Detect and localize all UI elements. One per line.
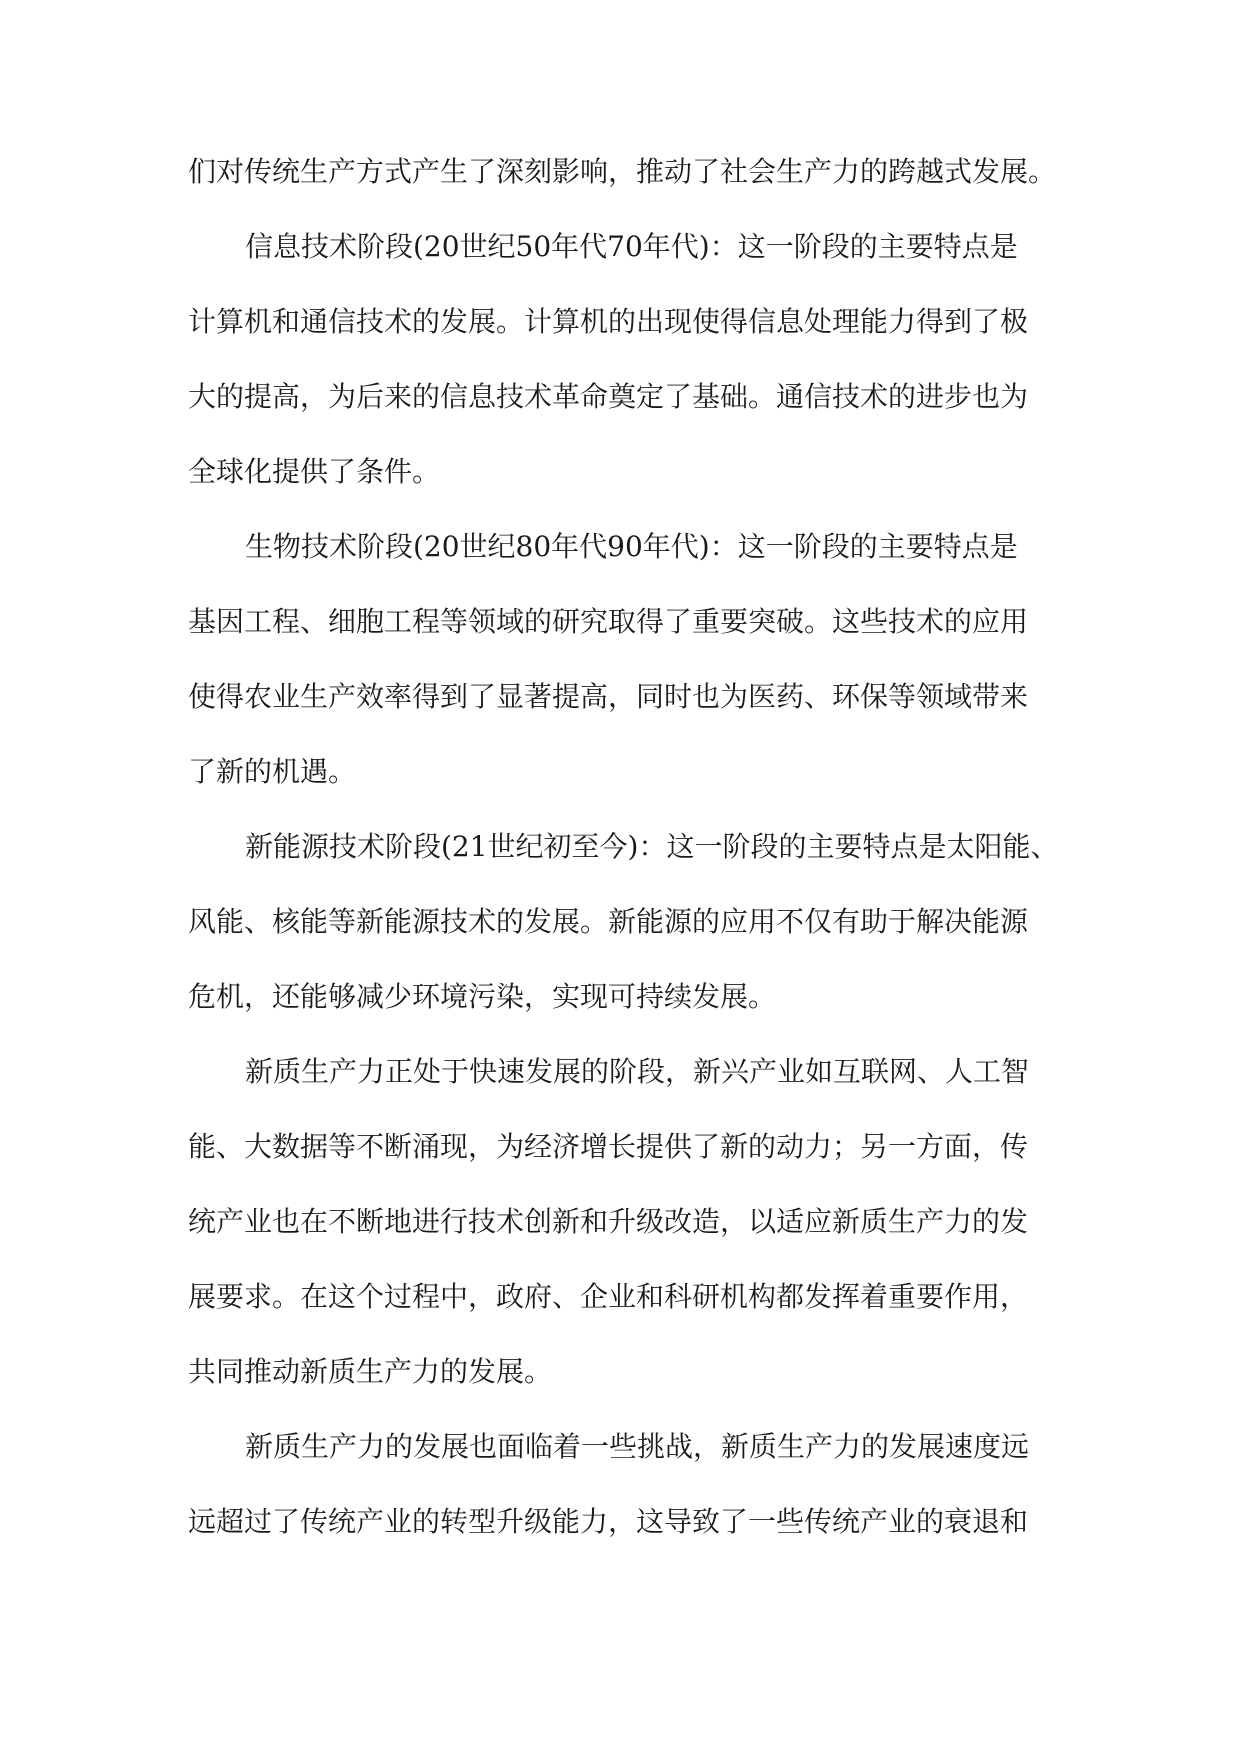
text-line: 新质生产力正处于快速发展的阶段，新兴产业如互联网、人工智 xyxy=(245,1055,1030,1088)
text-line: 计算机和通信技术的发展。计算机的出现使得信息处理能力得到了极 xyxy=(188,305,1029,338)
text-line: 危机，还能够减少环境污染，实现可持续发展。 xyxy=(188,980,777,1013)
text-line: 风能、核能等新能源技术的发展。新能源的应用不仅有助于解决能源 xyxy=(188,905,1029,938)
text-line: 新质生产力的发展也面临着一些挑战，新质生产力的发展速度远 xyxy=(245,1430,1030,1463)
text-line: 统产业也在不断地进行技术创新和升级改造，以适应新质生产力的发 xyxy=(188,1205,1029,1238)
text-line: 了新的机遇。 xyxy=(188,755,357,788)
text-line: 远超过了传统产业的转型升级能力，这导致了一些传统产业的衰退和 xyxy=(188,1505,1029,1538)
text-line: 信息技术阶段(20世纪50年代70年代)：这一阶段的主要特点是 xyxy=(245,230,1018,263)
text-line: 使得农业生产效率得到了显著提高，同时也为医药、环保等领域带来 xyxy=(188,680,1029,713)
text-line: 生物技术阶段(20世纪80年代90年代)：这一阶段的主要特点是 xyxy=(245,530,1018,563)
text-line: 们对传统生产方式产生了深刻影响，推动了社会生产力的跨越式发展。 xyxy=(188,155,1057,188)
text-line: 基因工程、细胞工程等领域的研究取得了重要突破。这些技术的应用 xyxy=(188,605,1029,638)
text-line: 能、大数据等不断涌现，为经济增长提供了新的动力；另一方面，传 xyxy=(188,1130,1029,1163)
text-line: 全球化提供了条件。 xyxy=(188,455,441,488)
text-line: 共同推动新质生产力的发展。 xyxy=(188,1355,553,1388)
text-line: 新能源技术阶段(21世纪初至今)：这一阶段的主要特点是太阳能、 xyxy=(245,830,1059,863)
text-line: 大的提高，为后来的信息技术革命奠定了基础。通信技术的进步也为 xyxy=(188,380,1029,413)
text-line: 展要求。在这个过程中，政府、企业和科研机构都发挥着重要作用， xyxy=(188,1280,1029,1313)
